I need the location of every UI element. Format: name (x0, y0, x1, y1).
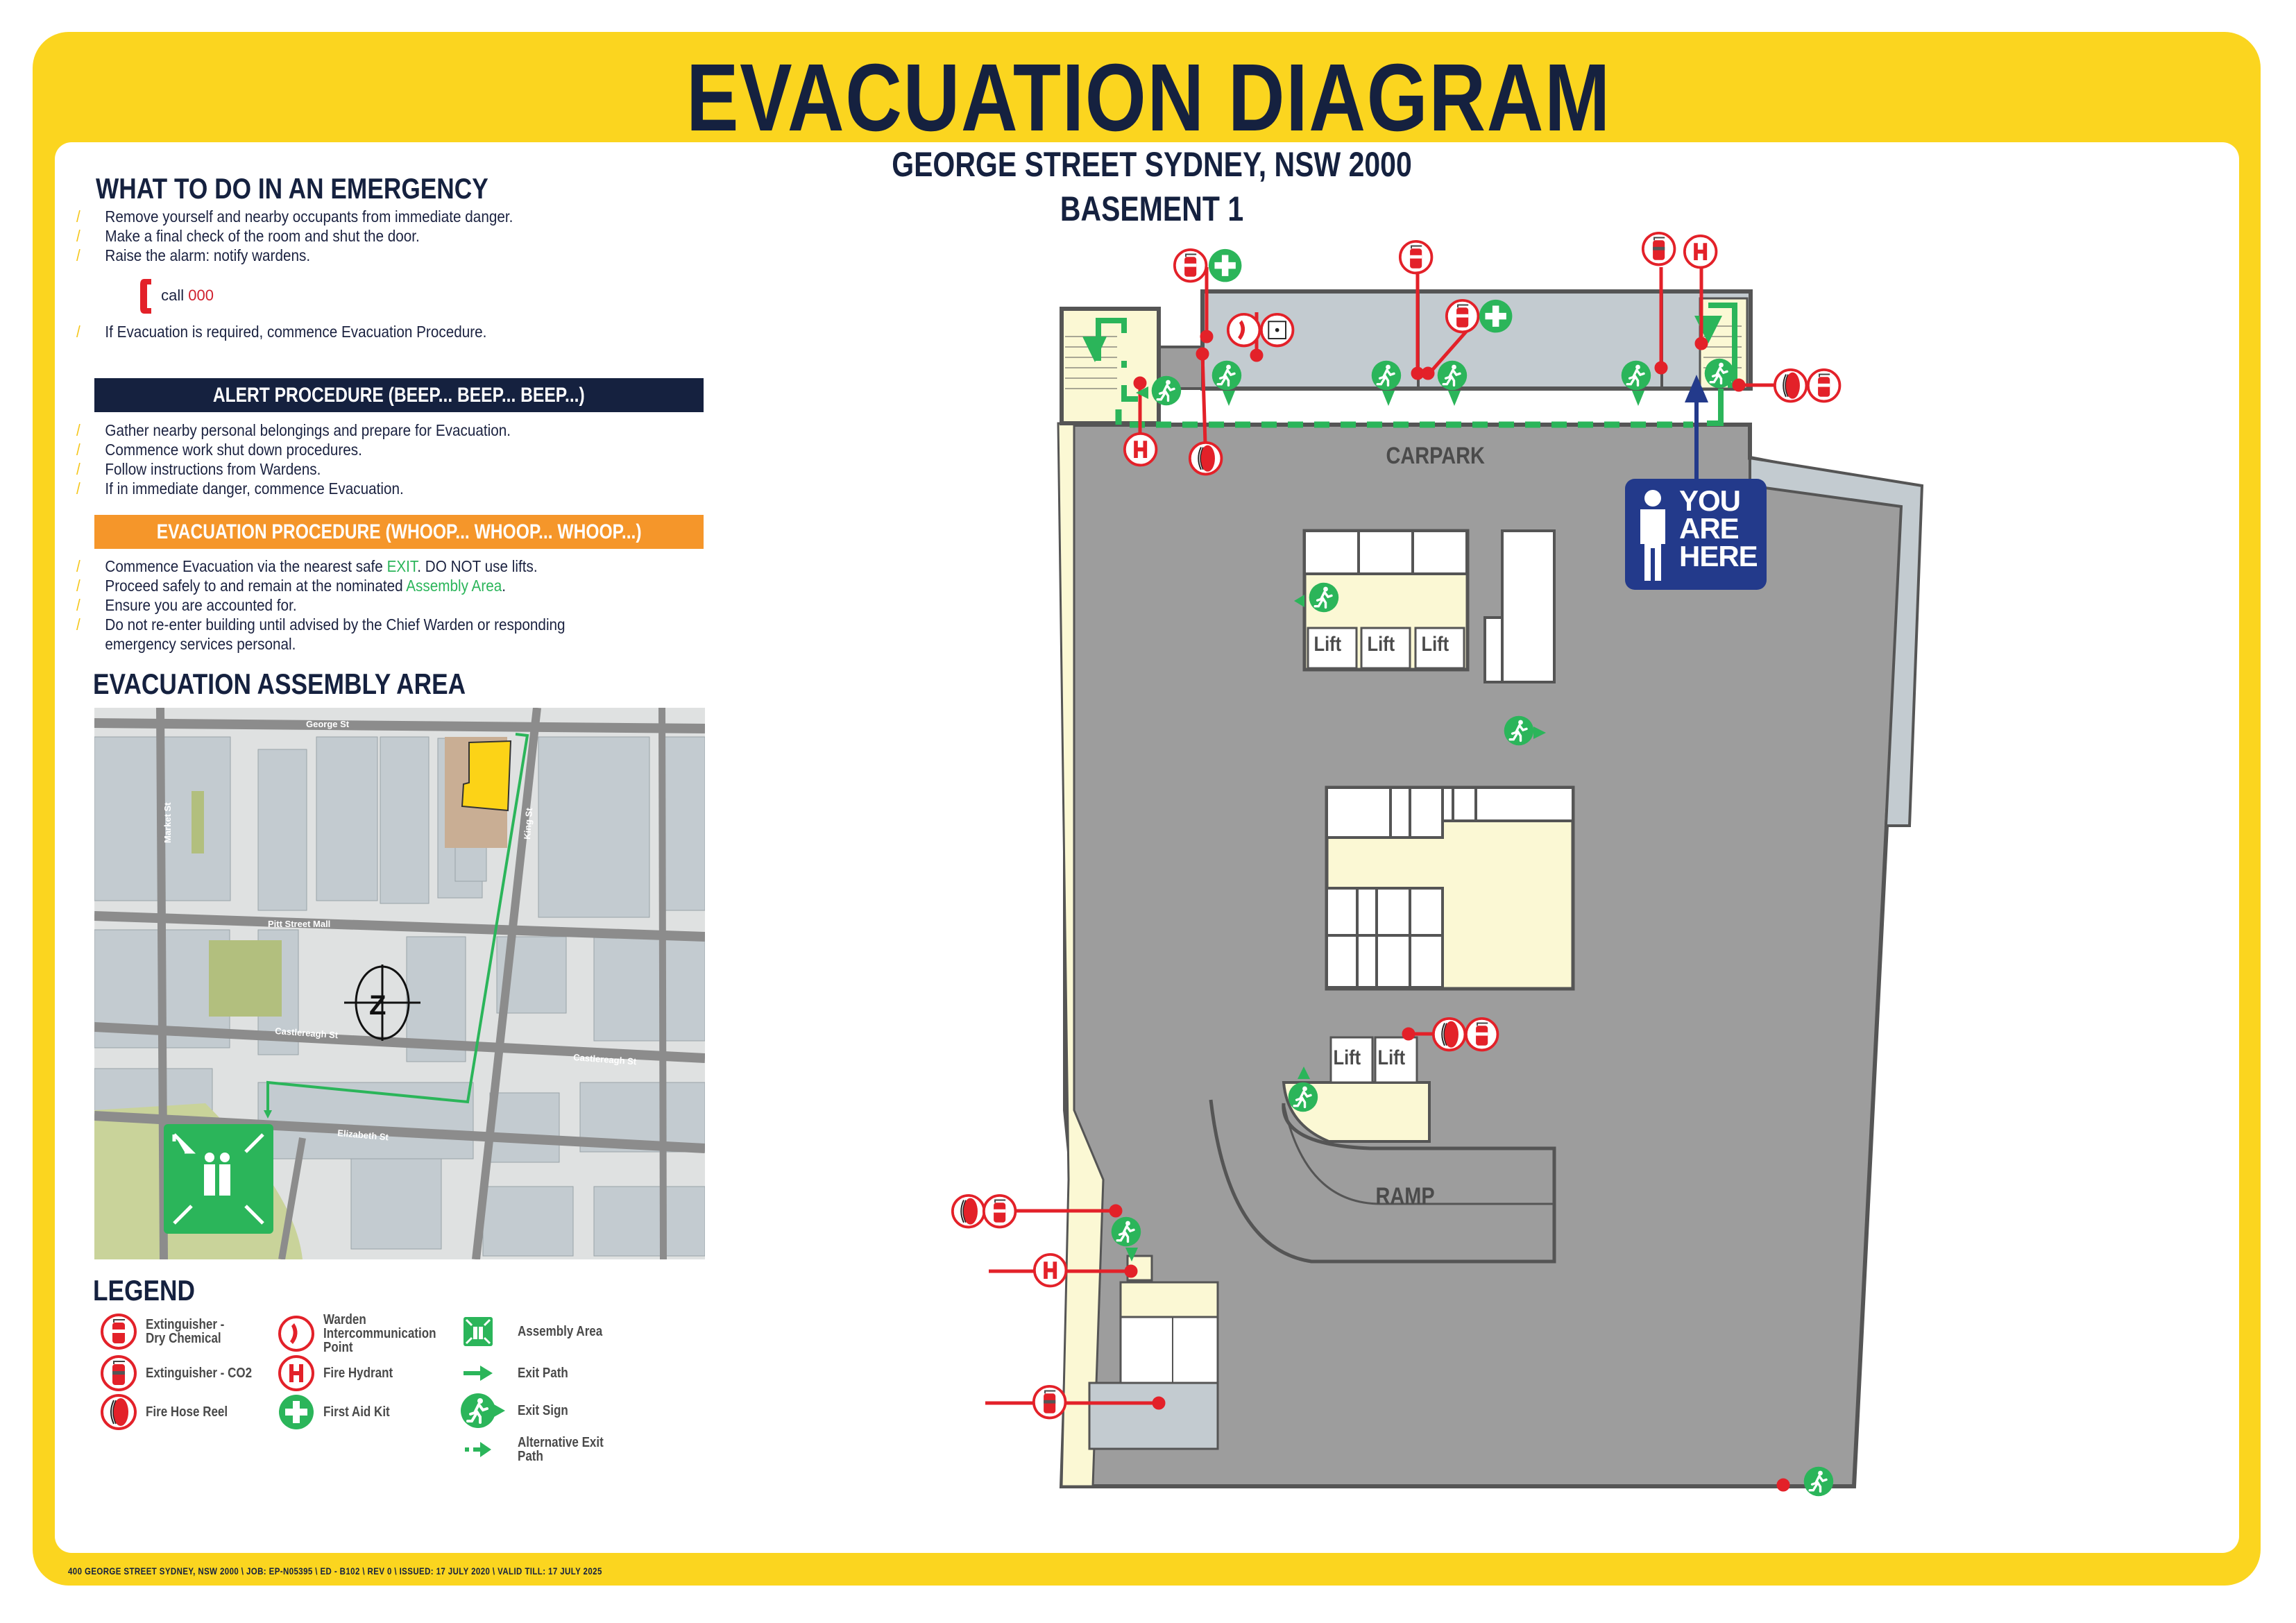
yah-line: YOU (1679, 484, 1741, 517)
legend-label: Exit Path (518, 1366, 568, 1381)
alert-danger-step: / If in immediate danger, commence Evacuation. (76, 479, 404, 498)
alert-step: / Commence work shut down procedures. (76, 441, 362, 459)
legend-item-fire-hydrant (278, 1354, 405, 1392)
legend-label: Assembly Area (518, 1324, 603, 1339)
you-are-here-marker (1625, 479, 1767, 590)
legend-heading: LEGEND (93, 1274, 196, 1307)
legend-item-exit-path (459, 1354, 577, 1392)
svg-text:Market St: Market St (162, 802, 173, 843)
fire-hydrant-icon (278, 1354, 315, 1392)
legend-label: Fire Hose Reel (146, 1404, 228, 1420)
legend-label: Fire Hydrant (323, 1366, 393, 1381)
alert-steps (64, 420, 561, 498)
lift-label[interactable]: Lift (1313, 633, 1342, 656)
emergency-steps (64, 207, 563, 265)
ramp-label: RAMP (1375, 1183, 1435, 1209)
svg-text:Z: Z (369, 990, 386, 1021)
floor-plan (937, 229, 1943, 1513)
lift-label[interactable]: Lift (1377, 1046, 1406, 1069)
building-address: GEORGE STREET SYDNEY, NSW 2000 (892, 145, 1412, 184)
extinguisher-co2-icon (100, 1354, 137, 1392)
assembly-area-icon (459, 1313, 497, 1350)
extinguisher-dry-chemical-icon (100, 1313, 137, 1350)
evacuation-procedure-banner: EVACUATION PROCEDURE (WHOOP... WHOOP... WHOOP...) (94, 515, 704, 549)
evacuation-step: / Commence Evacuation via the nearest safe EXIT. DO NOT use lifts. (76, 557, 538, 575)
emergency-final-step (64, 322, 534, 341)
svg-text:Elizabeth St: Elizabeth St (337, 1128, 389, 1143)
call-number: 000 (188, 286, 214, 304)
svg-text:Castlereagh St: Castlereagh St (274, 1026, 339, 1041)
evacuation-step-cont: emergency services personal. (105, 635, 296, 653)
lift-label[interactable]: Lift (1421, 633, 1449, 656)
exit-path-icon (459, 1354, 497, 1392)
svg-text:King St: King St (522, 807, 535, 840)
evacuation-step: / Do not re-enter building until advised by the Chief Warden or responding (76, 615, 566, 634)
person-icon (1635, 487, 1676, 584)
legend-item-extinguisher-co2 (100, 1354, 271, 1392)
legend-item-first-aid (278, 1393, 402, 1431)
legend-label: Extinguisher - CO2 (146, 1366, 253, 1381)
assembly-area-map (94, 708, 705, 1259)
legend-label: Exit Sign (518, 1403, 568, 1418)
emergency-heading: WHAT TO DO IN AN EMERGENCY (96, 172, 488, 205)
legend-item-assembly-area (459, 1313, 618, 1350)
legend-item-warden-intercom (278, 1313, 441, 1354)
phone-icon (139, 278, 157, 315)
legend-item-hose-reel (100, 1393, 242, 1431)
lift-label[interactable]: Lift (1367, 633, 1395, 656)
emergency-step: / Raise the alarm: notify wardens. (76, 246, 311, 264)
emergency-final-step-text: / If Evacuation is required, commence Evacuation Procedure. (76, 323, 487, 341)
yah-line: HERE (1679, 540, 1758, 572)
alert-step: / Follow instructions from Wardens. (76, 460, 321, 478)
alert-step: / Gather nearby personal belongings and prepare for Evacuation. (76, 421, 511, 439)
evacuation-step: / Ensure you are accounted for. (76, 596, 297, 614)
legend-label: Alternative Exit Path (518, 1435, 604, 1464)
call-label: call (161, 286, 185, 304)
svg-text:Castlereagh St: Castlereagh St (572, 1052, 637, 1067)
yah-line: ARE (1679, 512, 1739, 545)
lift-label[interactable]: Lift (1333, 1046, 1361, 1069)
alternative-exit-path-icon (459, 1431, 497, 1468)
floor-level: BASEMENT 1 (1060, 189, 1244, 228)
evacuation-steps (64, 556, 621, 654)
emergency-step: / Make a final check of the room and shut the door. (76, 227, 420, 245)
legend-label: Warden Intercommunication Point (323, 1312, 436, 1355)
first-aid-kit-icon (278, 1393, 315, 1431)
warden-intercom-icon (278, 1315, 315, 1352)
you-are-here-text (1679, 484, 1758, 572)
legend-item-extinguisher-dry (100, 1313, 264, 1350)
legend-item-alternative-exit-path (459, 1431, 622, 1468)
exit-sign-icon (459, 1392, 508, 1429)
street-map (94, 708, 705, 1259)
svg-text:George St: George St (306, 719, 350, 729)
floor-plan-drawing (937, 229, 1943, 1513)
svg-text:Pitt Street Mall: Pitt Street Mall (268, 919, 331, 929)
legend-label: Extinguisher - Dry Chemical (146, 1317, 225, 1346)
evacuation-step: / Proceed safely to and remain at the nominated Assembly Area. (76, 577, 507, 595)
legend-item-exit-sign (459, 1392, 577, 1429)
emergency-step: / Remove yourself and nearby occupants from immediate danger. (76, 207, 513, 226)
alert-procedure-banner: ALERT PROCEDURE (BEEP... BEEP... BEEP...) (94, 378, 704, 412)
fire-hose-reel-icon (100, 1393, 137, 1431)
legend-label: First Aid Kit (323, 1404, 390, 1420)
footer-reference: 400 GEORGE STREET SYDNEY, NSW 2000 \ JOB: EP-N05395 \ ED - B102 \ REV 0 \ ISSUED: 17 JULY 2020 \ VALID TILL: 17 JULY 2025 (68, 1565, 602, 1577)
page-title: EVACUATION DIAGRAM (686, 44, 1611, 151)
carpark-label: CARPARK (1386, 443, 1485, 469)
assembly-area-sign-icon (164, 1124, 273, 1234)
assembly-heading: EVACUATION ASSEMBLY AREA (93, 668, 466, 700)
call-emergency (139, 278, 214, 315)
